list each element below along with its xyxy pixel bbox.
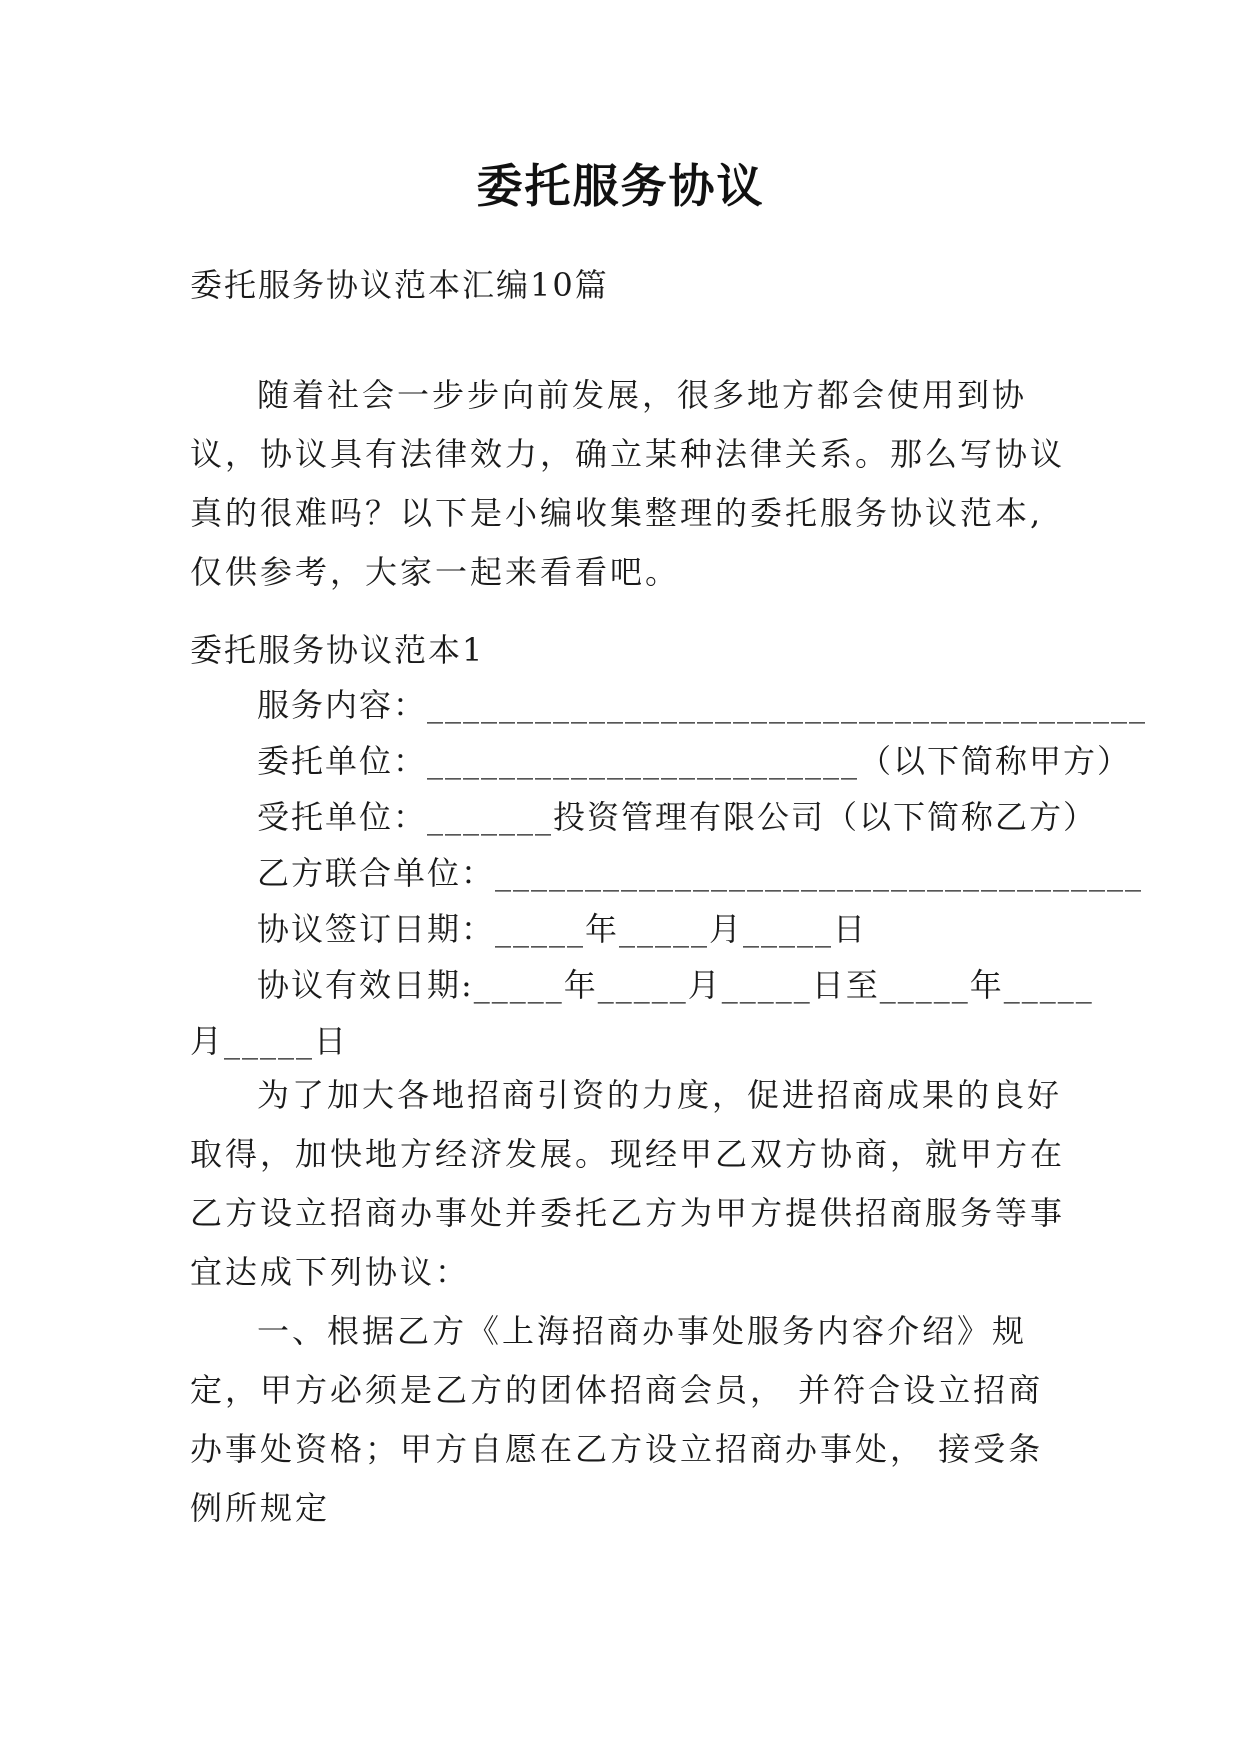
intro-paragraph: [190, 366, 1070, 602]
body-paragraph-2: [190, 1302, 1070, 1538]
field-partner-unit: 乙方联合单位：____________________________________: [257, 854, 1144, 892]
field-valid-period-cont: 月_____日: [190, 1022, 349, 1060]
body-paragraph-1: [190, 1066, 1070, 1302]
field-client-unit: 委托单位：________________________（以下简称甲方）: [257, 742, 1132, 780]
document-subtitle: 委托服务协议范本汇编10篇: [190, 266, 609, 304]
section-heading: 委托服务协议范本1: [190, 631, 485, 669]
field-valid-period: 协议有效日期:_____年_____月_____日至_____年_____: [257, 966, 1094, 1004]
document-title: 委托服务协议: [476, 159, 765, 213]
body-paragraph-2-text: 一、根据乙方《上海招商办事处服务内容介绍》规定，甲方必须是乙方的团体招商会员， 并符合设立招商办事处资格；甲方自愿在乙方设立招商办事处， 接受条例所规定: [190, 1312, 1044, 1527]
field-agent-unit: 受托单位：_______投资管理有限公司（以下简称乙方）: [257, 798, 1098, 836]
intro-text: 随着社会一步步向前发展，很多地方都会使用到协议，协议具有法律效力，确立某种法律关系。那么写协议真的很难吗？以下是小编收集整理的委托服务协议范本,仅供参考，大家一起来看看吧。: [190, 376, 1066, 591]
field-service-content: 服务内容：________________________________________: [257, 686, 1148, 724]
body-paragraph-1-text: 为了加大各地招商引资的力度，促进招商成果的良好取得，加快地方经济发展。现经甲乙双方协商，就甲方在乙方设立招商办事处并委托乙方为甲方提供招商服务等事宜达成下列协议：: [190, 1076, 1066, 1291]
field-sign-date: 协议签订日期：_____年_____月_____日: [257, 910, 868, 948]
